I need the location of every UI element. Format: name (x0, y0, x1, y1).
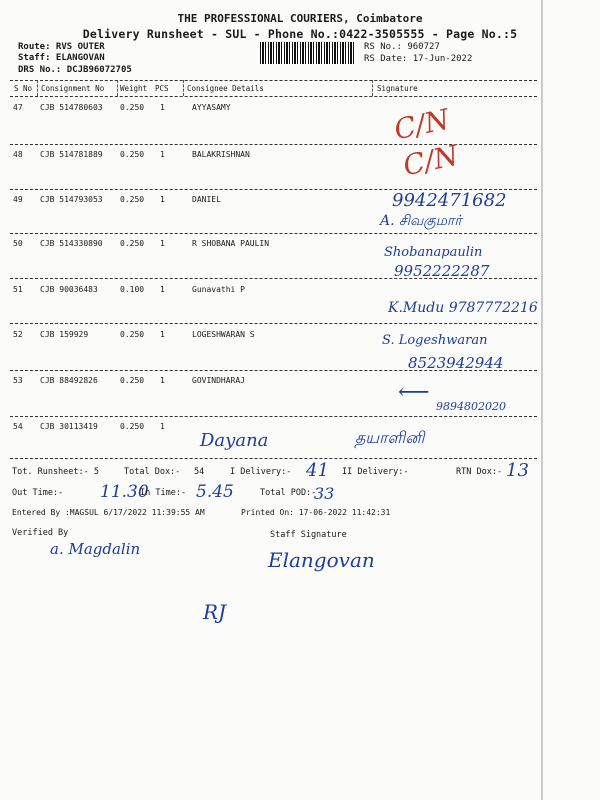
col-pcs: PCS (155, 84, 169, 93)
ii-delivery-label: II Delivery:- (342, 467, 409, 477)
initials: RJ (203, 600, 227, 624)
row-weight: 0.250 (120, 330, 145, 339)
row-weight: 0.250 (120, 376, 145, 385)
row-consignment: CJB 30113419 (40, 422, 98, 431)
row-consignee: BALAKRISHNAN (192, 150, 250, 159)
rs-number: RS No.: 960727 (364, 42, 440, 52)
row-pcs: 1 (160, 103, 165, 112)
col-signature: Signature (377, 84, 418, 93)
row-signature: C/N (391, 102, 453, 147)
row-rule (10, 144, 537, 145)
row-signature: S. Logeshwaran (382, 333, 488, 348)
verified-by-label: Verified By (12, 528, 69, 538)
col-divider (183, 80, 184, 96)
col-consignment: Consignment No (41, 84, 105, 93)
row-pcs: 1 (160, 195, 165, 204)
total-pod-label: Total POD:- (260, 488, 317, 498)
total-pod-value: 33 (314, 484, 335, 503)
row-pcs: 1 (160, 376, 165, 385)
row-signature-extra: தயாளினி (355, 428, 425, 447)
row-pcs: 1 (160, 330, 165, 339)
col-weight: Weight (120, 84, 148, 93)
row-signature: 9942471682 (392, 190, 507, 211)
total-dox-value: 54 (194, 467, 205, 477)
row-weight: 0.250 (120, 195, 145, 204)
row-weight: 0.250 (120, 150, 145, 159)
col-divider (117, 80, 118, 96)
table-bottom-rule (10, 458, 537, 459)
col-divider (372, 80, 373, 96)
row-sno: 48 (13, 150, 23, 159)
row-sno: 49 (13, 195, 23, 204)
row-rule (10, 323, 537, 324)
row-pcs: 1 (160, 239, 165, 248)
row-consignee: R SHOBANA PAULIN (192, 239, 270, 248)
arrow-mark-icon: ⟵ (398, 380, 430, 405)
company-title: THE PROFESSIONAL COURIERS, Coimbatore (177, 12, 423, 25)
row-weight: 0.250 (120, 239, 145, 248)
rs-date: RS Date: 17-Jun-2022 (364, 54, 473, 64)
row-sno: 52 (13, 330, 23, 339)
col-sno: S No (14, 84, 33, 93)
page-edge (541, 0, 543, 800)
table-top-rule (10, 80, 537, 81)
out-time-label: Out Time:- (12, 488, 64, 498)
row-consignee: DANIEL (192, 195, 221, 204)
staff: Staff: ELANGOVAN (18, 53, 105, 63)
row-pcs: 1 (160, 285, 165, 294)
in-time-label: In Time:- (140, 488, 187, 498)
staff-signature-label: Staff Signature (270, 530, 347, 540)
row-rule (10, 278, 537, 279)
row-consignee: LOGESHWARAN S (192, 330, 255, 339)
row-signature: Dayana (200, 430, 269, 451)
row-rule (10, 233, 537, 234)
i-delivery-value: 41 (306, 460, 329, 481)
staff-signature: Elangovan (268, 548, 375, 572)
row-signature: K.Mudu 9787772216 (388, 300, 538, 316)
row-weight: 0.100 (120, 285, 145, 294)
row-pcs: 1 (160, 150, 165, 159)
row-signature: C/N (400, 138, 462, 183)
row-sno: 51 (13, 285, 23, 294)
row-consignment: CJB 88492826 (40, 376, 98, 385)
row-signature: 9894802020 (436, 400, 506, 413)
row-signature-extra: A. சிவகுமார் (380, 213, 462, 229)
route: Route: RVS OUTER (18, 42, 105, 52)
row-sno: 50 (13, 239, 23, 248)
rtn-dox-label: RTN Dox:- (456, 467, 503, 477)
row-weight: 0.250 (120, 422, 145, 431)
row-consignee: AYYASAMY (192, 103, 231, 112)
row-signature-extra: 8523942944 (408, 354, 504, 372)
drs-number: DRS No.: DCJB96072705 (18, 65, 132, 75)
printed-on: Printed On: 17-06-2022 11:42:31 (241, 508, 391, 517)
row-rule (10, 370, 537, 371)
row-sno: 47 (13, 103, 23, 112)
row-consignment: CJB 514780603 (40, 103, 103, 112)
in-time-value: 5.45 (196, 482, 234, 502)
row-consignment: CJB 159929 (40, 330, 89, 339)
row-weight: 0.250 (120, 103, 145, 112)
row-consignment: CJB 514781889 (40, 150, 103, 159)
row-signature-extra: 9952222287 (394, 262, 490, 280)
i-delivery-label: I Delivery:- (230, 467, 292, 477)
row-consignment: CJB 514793053 (40, 195, 103, 204)
row-consignment: CJB 514330890 (40, 239, 103, 248)
rtn-dox-value: 13 (506, 460, 529, 481)
table-header-rule (10, 96, 537, 97)
barcode (260, 42, 355, 64)
row-consignee: GOVINDHARAJ (192, 376, 245, 385)
row-consignee: Gunavathi P (192, 285, 245, 294)
row-rule (10, 416, 537, 417)
out-time-value: 11.30 (100, 482, 149, 502)
total-dox-label: Total Dox:- (124, 467, 181, 477)
verified-signature: a. Magdalin (50, 540, 141, 558)
runsheet-subtitle: Delivery Runsheet - SUL - Phone No.:0422-3505555 - Page No.:5 (82, 27, 518, 41)
col-divider (37, 80, 38, 96)
row-pcs: 1 (160, 422, 165, 431)
tot-runsheet: Tot. Runsheet:- 5 (12, 467, 99, 477)
entered-by: Entered By :MAGSUL 6/17/2022 11:39:55 AM (12, 508, 205, 517)
row-sno: 53 (13, 376, 23, 385)
row-consignment: CJB 90036483 (40, 285, 98, 294)
col-consignee: Consignee Details (187, 84, 264, 93)
row-signature: Shobanapaulin (384, 245, 483, 260)
row-sno: 54 (13, 422, 23, 431)
